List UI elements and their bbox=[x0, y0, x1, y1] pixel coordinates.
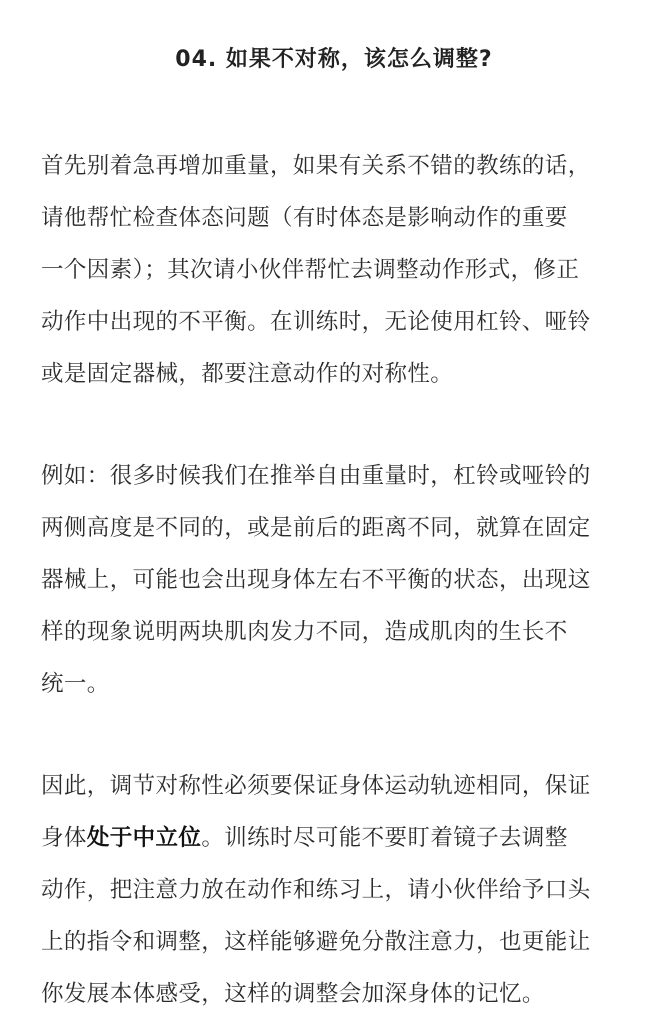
paragraph-line: 器械上，可能也会出现身体左右不平衡的状态，出现这 bbox=[41, 567, 591, 593]
paragraph-line: 首先别着急再增加重量，如果有关系不错的教练的话， bbox=[41, 153, 591, 179]
paragraph-line-with-emphasis bbox=[41, 812, 627, 864]
paragraph-line: 你发展本体感受，这样的调整会加深身体的记忆。 bbox=[41, 981, 545, 1007]
paragraph-line: 样的现象说明两块肌肉发力不同，造成肌肉的生长不 bbox=[41, 619, 568, 645]
paragraph-line: 动作，把注意力放在动作和练习上，请小伙伴给予口头 bbox=[41, 877, 591, 903]
paragraph-line: 请他帮忙检查体态问题（有时体态是影响动作的重要 bbox=[41, 205, 568, 231]
paragraph-line: 动作中出现的不平衡。在训练时，无论使用杠铃、哑铃 bbox=[41, 309, 591, 335]
paragraph-line: 统一。 bbox=[41, 671, 110, 697]
paragraph-line: 或是固定器械，都要注意动作的对称性。 bbox=[41, 361, 454, 387]
emphasis-text: 处于中立位 bbox=[86, 825, 202, 851]
paragraph-line: 一个因素）；其次请小伙伴帮忙去调整动作形式，修正 bbox=[41, 257, 580, 283]
line-text: 。训练时尽可能不要盯着镜子去调整 bbox=[201, 825, 568, 851]
paragraph-2 bbox=[41, 450, 627, 710]
paragraph-line: 例如：很多时候我们在推举自由重量时，杠铃或哑铃的 bbox=[41, 463, 591, 489]
paragraph-line: 上的指令和调整，这样能够避免分散注意力，也更能让 bbox=[41, 929, 591, 955]
paragraph-3 bbox=[41, 760, 627, 1020]
line-text: 身体 bbox=[41, 825, 87, 851]
section-heading: 04. 如果不对称，该怎么调整? bbox=[175, 47, 493, 72]
paragraph-line: 两侧高度是不同的，或是前后的距离不同，就算在固定 bbox=[41, 515, 591, 541]
paragraph-line: 因此，调节对称性必须要保证身体运动轨迹相同，保证 bbox=[41, 773, 591, 799]
paragraph-1 bbox=[41, 140, 627, 400]
